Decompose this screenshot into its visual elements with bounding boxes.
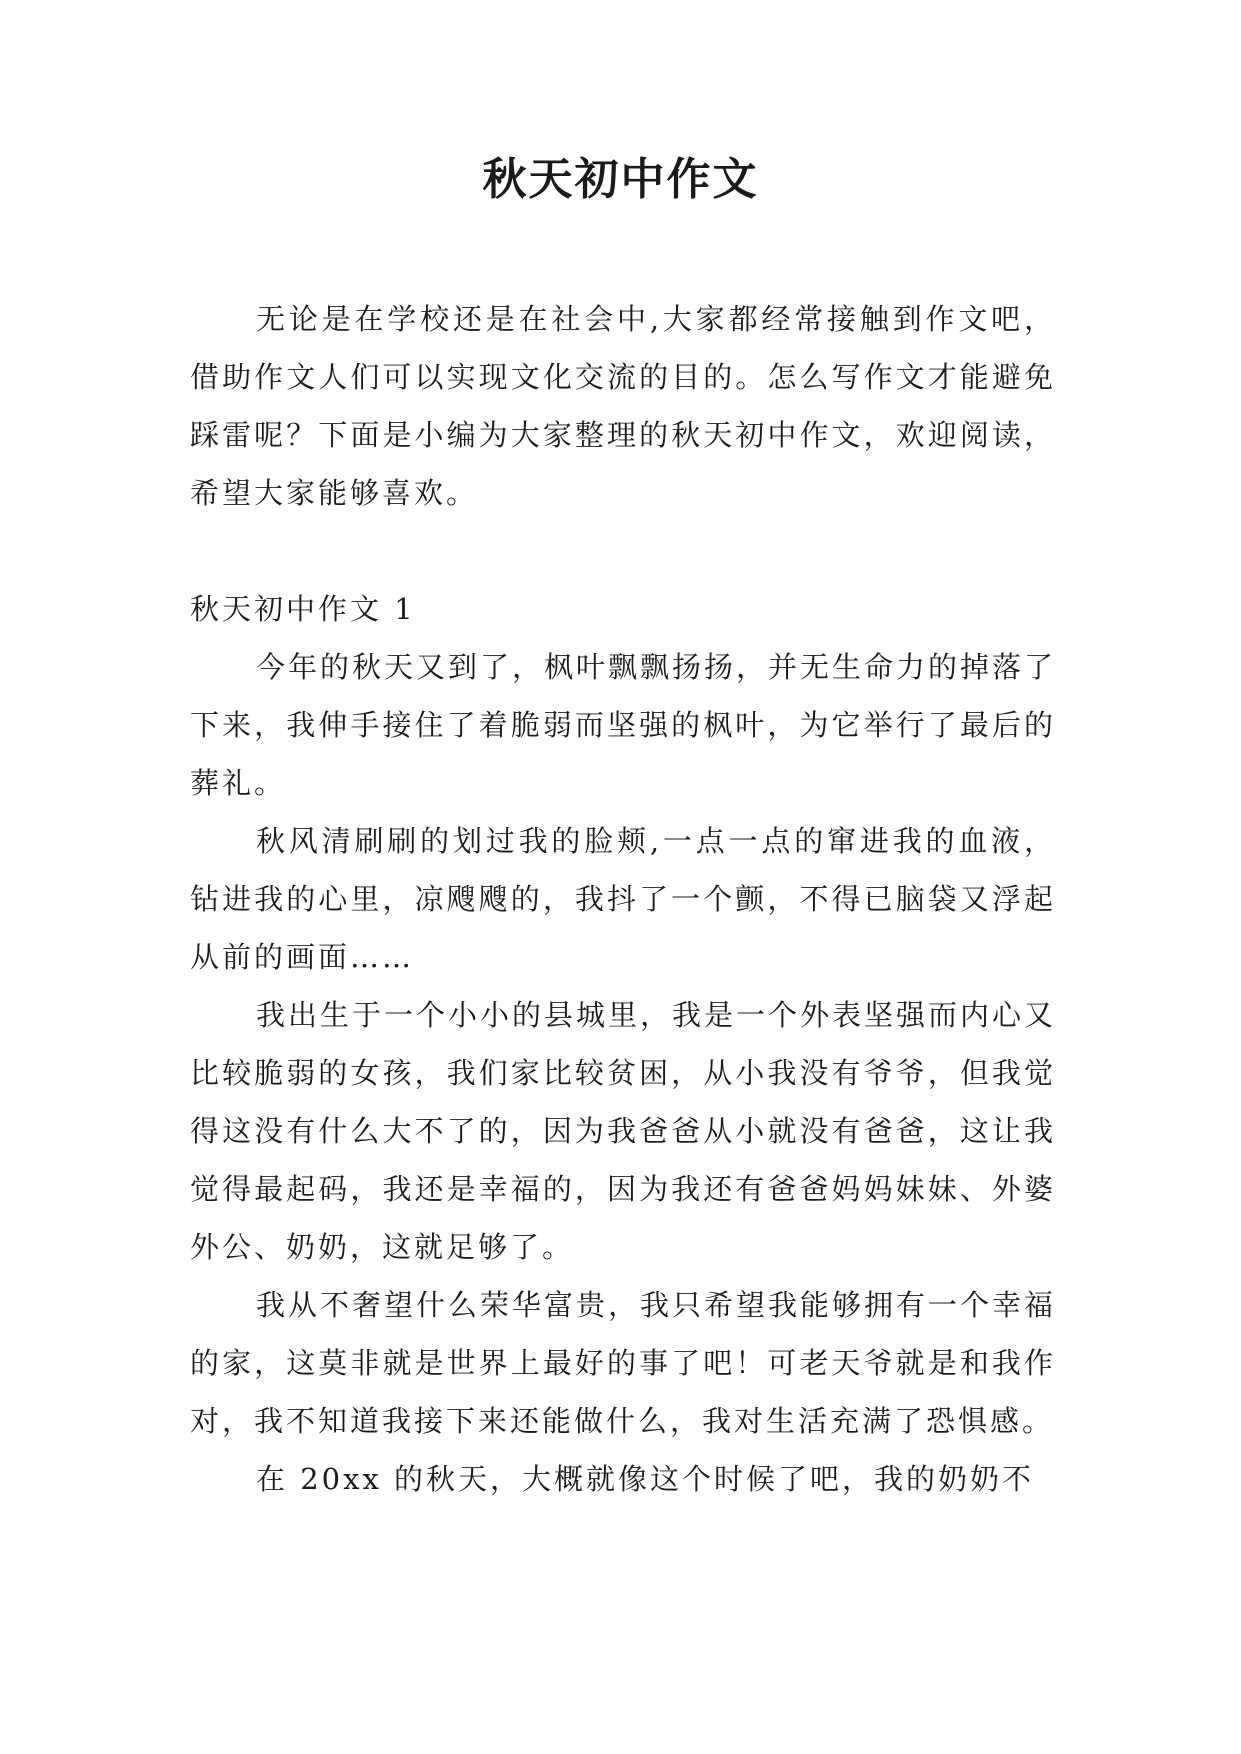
body-paragraph: 我从不奢望什么荣华富贵，我只希望我能够拥有一个幸福的家，这莫非就是世界上最好的事了吧！可老天爷就是和我作对，我不知道我接下来还能做什么，我对生活充满了恐惧感。 [190,1288,1057,1438]
body-paragraph: 在 20xx 的秋天，大概就像这个时候了吧，我的奶奶不 [256,1462,1035,1496]
document-title: 秋天初中作文 [482,154,759,205]
body-paragraph: 今年的秋天又到了，枫叶飘飘扬扬，并无生命力的掉落了下来，我伸手接住了着脆弱而坚强的枫叶，为它举行了最后的葬礼。 [190,650,1057,800]
intro-paragraph: 无论是在学校还是在社会中,大家都经常接触到作文吧，借助作文人们可以实现文化交流的目的。怎么写作文才能避免踩雷呢？下面是小编为大家整理的秋天初中作文，欢迎阅读，希望大家能够喜欢。 [190,302,1056,510]
body-paragraph: 秋风清刷刷的划过我的脸颊,一点一点的窜进我的血液，钻进我的心里，凉飕飕的，我抖了一个颤，不得已脑袋又浮起从前的画面…… [190,824,1056,974]
section-heading: 秋天初中作文 1 [190,592,416,626]
document-body [190,290,1056,1508]
essay-section [190,580,1056,1508]
body-paragraph: 我出生于一个小小的县城里，我是一个外表坚强而内心又比较脆弱的女孩，我们家比较贫困，从小我没有爷爷，但我觉得这没有什么大不了的，因为我爸爸从小就没有爸爸，这让我觉得最起码，我还是幸福的，因为我还有爸爸妈妈妹妹、外婆外公、奶奶，这就足够了。 [190,998,1057,1264]
